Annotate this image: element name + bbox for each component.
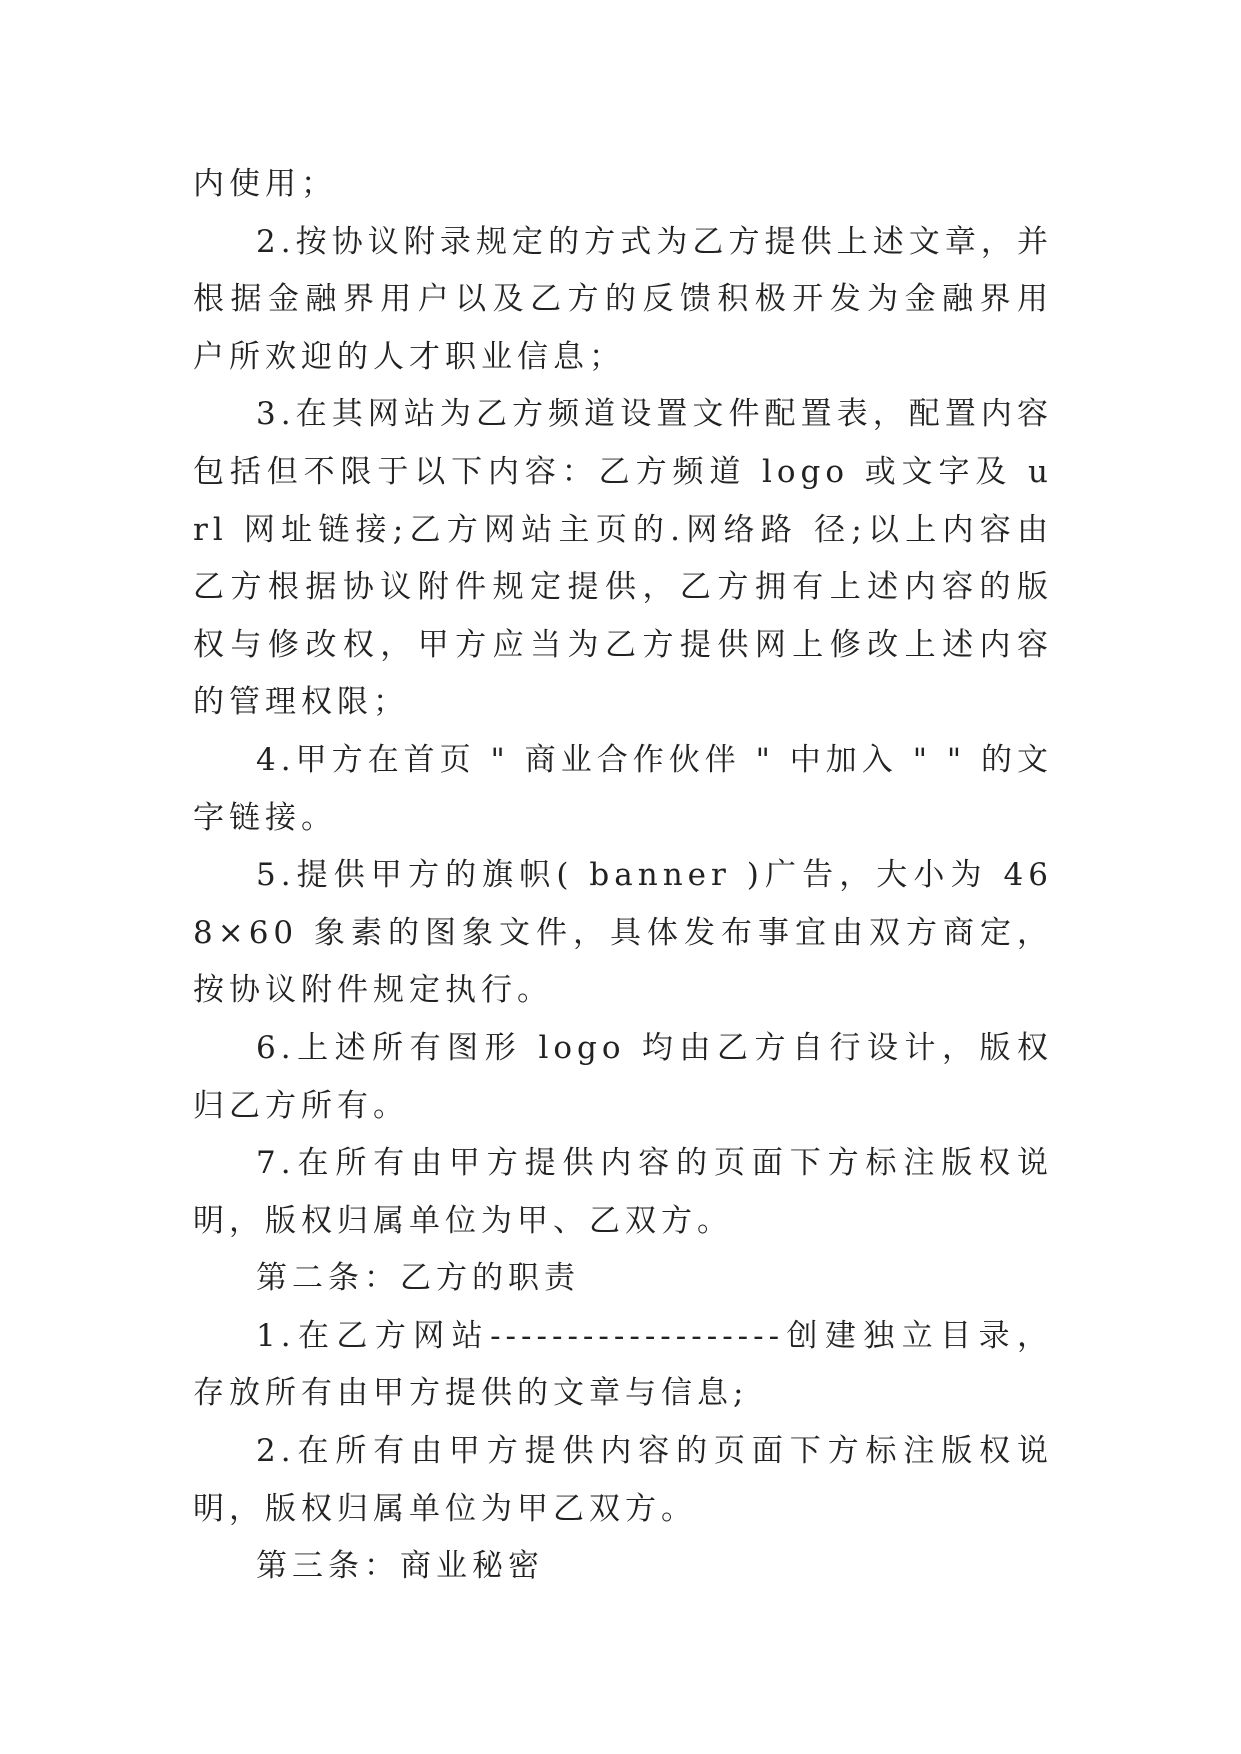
section-heading-article-2: 第二条：乙方的职责 <box>256 1260 580 1297</box>
paragraph-item-2-copyright: 2.在所有由甲方提供内容的页面下方标注版权说明，版权归属单位为甲乙双方。 <box>193 1433 1053 1527</box>
paragraph-item-7-copyright: 7.在所有由甲方提供内容的页面下方标注版权说明，版权归属单位为甲、乙双方。 <box>193 1145 1053 1239</box>
paragraph-item-2-articles: 2.按协议附录规定的方式为乙方提供上述文章，并根据金融界用户以及乙方的反馈积极开发为金融界用户所欢迎的人才职业信息； <box>193 223 1053 375</box>
paragraph-item-1-directory: 1.在乙方网站-------------------创建独立目录，存放所有由甲方提供的文章与信息; <box>193 1317 1053 1412</box>
paragraph-item-5-banner: 5.提供甲方的旗帜( banner )广告，大小为 468×60 象素的图象文件，具体发布事宜由双方商定，按协议附件规定执行。 <box>193 857 1053 1009</box>
paragraph-continuation: 内使用； <box>193 166 337 202</box>
section-heading-article-3: 第三条：商业秘密 <box>256 1548 544 1585</box>
paragraph-item-6-logo: 6.上述所有图形 logo 均由乙方自行设计，版权归乙方所有。 <box>193 1029 1053 1124</box>
document-body <box>193 156 1053 1596</box>
paragraph-item-4-homepage-link: 4.甲方在首页 " 商业合作伙伴 " 中加入 " " 的文字链接。 <box>193 741 1053 836</box>
paragraph-item-3-config: 3.在其网站为乙方频道设置文件配置表，配置内容包括但不限于以下内容：乙方频道 logo 或文字及 url 网址链接;乙方网站主页的.网络路 径;以上内容由乙方根据协议附件规定提供，乙方拥有上述内容的版权与修改权，甲方应当为乙方提供网上修改上述内容的管理权限； <box>193 396 1053 721</box>
